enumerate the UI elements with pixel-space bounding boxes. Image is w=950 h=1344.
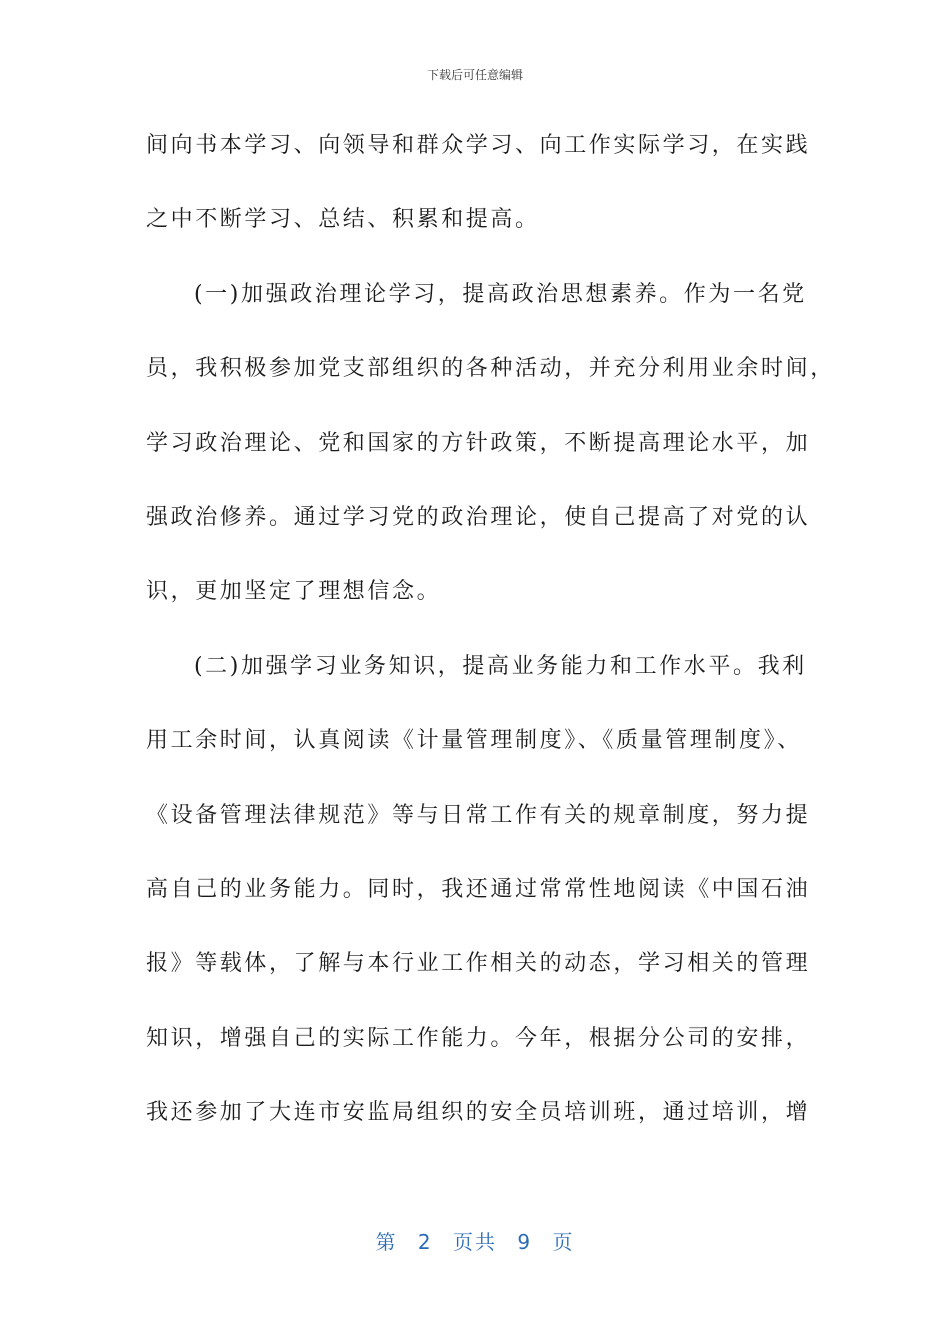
text-line: 识，更加坚定了理想信念。 [146, 579, 442, 605]
text-line: 报》等载体，了解与本行业工作相关的动态，学习相关的管理 [146, 951, 811, 977]
text-line: 员，我积极参加党支部组织的各种活动，并充分利用业余时间， [146, 356, 835, 382]
text-line: 高自己的业务能力。同时，我还通过常常性地阅读《中国石油 [146, 876, 811, 902]
page-footer [0, 1226, 950, 1255]
document-body [146, 120, 835, 1161]
footer-middle: 页共 [453, 1230, 497, 1254]
footer-suffix: 页 [552, 1230, 575, 1254]
header-note: 下载后可任意编辑 [426, 68, 523, 82]
text-line: (二)加强学习业务知识，提高业务能力和工作水平。我利 [194, 653, 807, 679]
total-page-number: 9 [517, 1230, 533, 1254]
text-line: 知识，增强自己的实际工作能力。今年，根据分公司的安排， [146, 1025, 811, 1051]
text-line: 间向书本学习、向领导和群众学习、向工作实际学习，在实践 [146, 133, 811, 158]
text-line: 学习政治理论、党和国家的方针政策，不断提高理论水平，加 [146, 430, 811, 456]
text-line: 《设备管理法律规范》等与日常工作有关的规章制度，努力提 [146, 802, 811, 828]
current-page-number: 2 [417, 1230, 433, 1254]
text-line: 之中不断学习、总结、积累和提高。 [146, 207, 540, 233]
text-line: 我还参加了大连市安监局组织的安全员培训班，通过培训，增 [146, 1100, 811, 1126]
text-line: (一)加强政治理论学习，提高政治思想素养。作为一名党 [194, 281, 807, 307]
footer-prefix: 第 [375, 1230, 398, 1254]
text-line: 用工余时间，认真阅读《计量管理制度》、《质量管理制度》、 [146, 728, 802, 754]
text-line: 强政治修养。通过学习党的政治理论，使自己提高了对党的认 [146, 504, 811, 530]
